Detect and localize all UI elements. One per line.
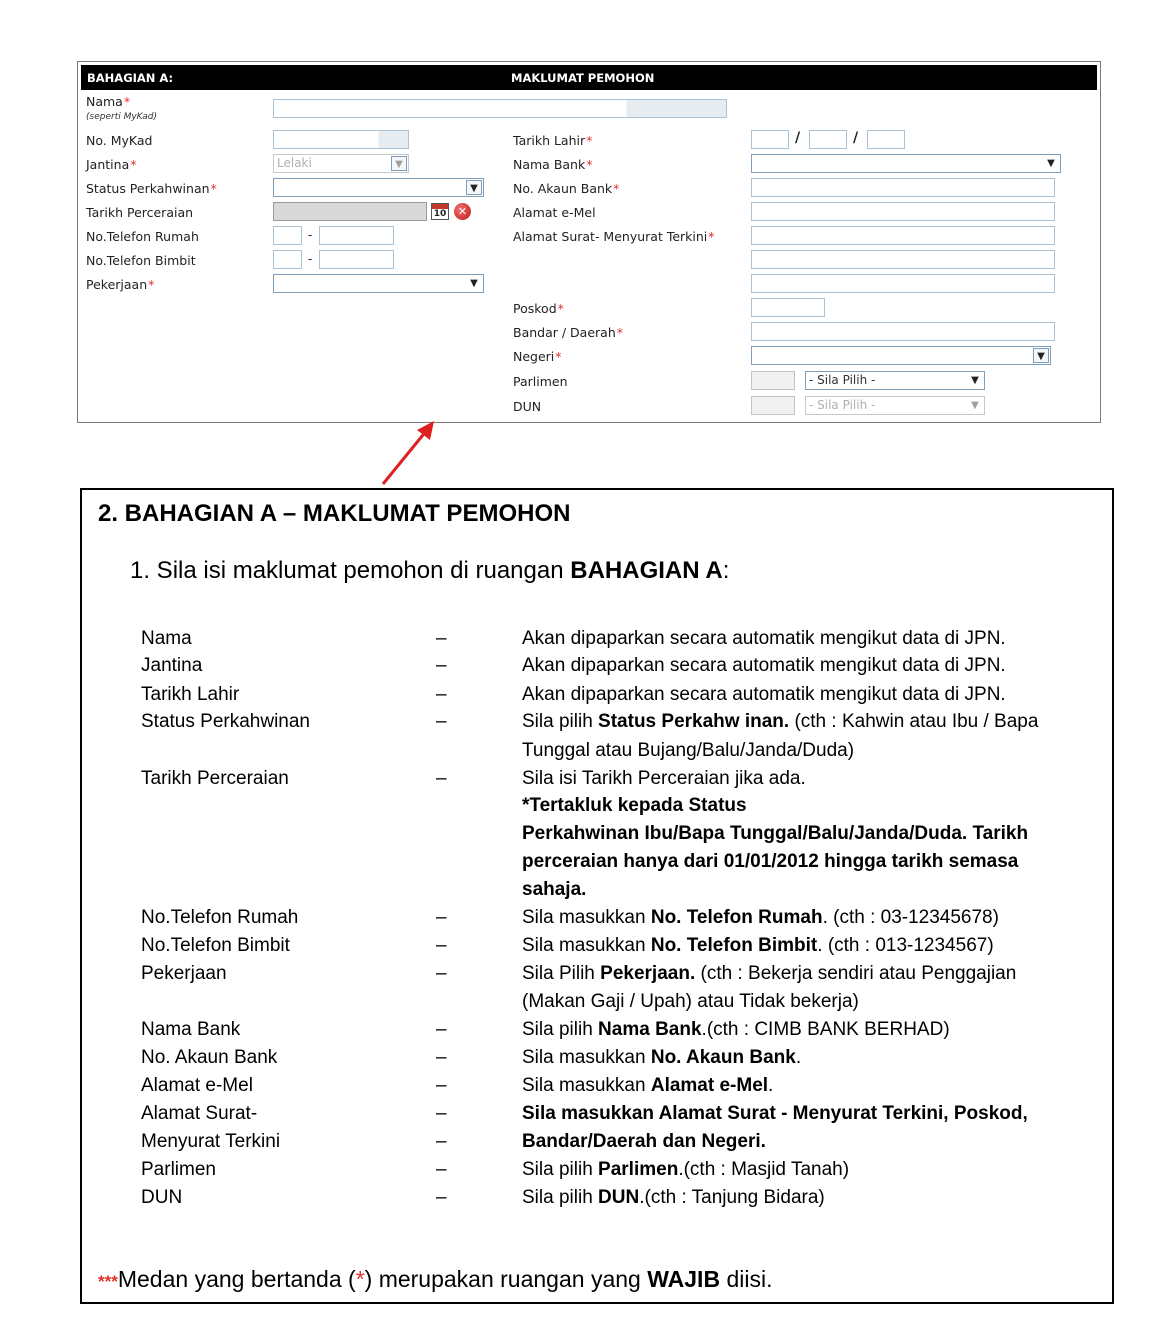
dun-select[interactable]: - Sila Pilih - ▼ bbox=[805, 396, 985, 415]
alamat-line1[interactable] bbox=[751, 226, 1055, 245]
row-desc-tarikh-cerai-note2: Perkahwinan Ibu/Bapa Tunggal/Balu/Janda/Duda. Tarikh bbox=[522, 823, 1029, 844]
label-nama-hint: (seperti MyKad) bbox=[86, 112, 157, 122]
akaun-bank-field[interactable] bbox=[751, 178, 1055, 197]
nama-bank-select[interactable] bbox=[751, 154, 1061, 173]
label-poskod: Poskod* bbox=[513, 301, 564, 316]
row-desc-alamat-line2: Bandar/Daerah dan Negeri. bbox=[522, 1131, 766, 1152]
label-tarikh-lahir: Tarikh Lahir* bbox=[513, 133, 593, 148]
row-dash: – bbox=[436, 1187, 447, 1208]
row-desc-tarikh-cerai-note4: sahaja. bbox=[522, 879, 587, 900]
label-nama-bank: Nama Bank* bbox=[513, 157, 593, 172]
tel-bimbit-sep: - bbox=[308, 252, 313, 266]
row-dash: – bbox=[436, 655, 447, 676]
row-label-tarikh-cerai: Tarikh Perceraian bbox=[141, 768, 289, 789]
row-desc-status-line2: Tunggal atau Bujang/Balu/Janda/Duda) bbox=[522, 740, 855, 761]
bandar-field[interactable] bbox=[751, 322, 1055, 341]
chevron-down-icon: ▼ bbox=[391, 156, 407, 171]
label-mykad: No. MyKad bbox=[86, 133, 153, 148]
row-label-nama-bank: Nama Bank bbox=[141, 1019, 241, 1040]
tel-rumah-prefix[interactable] bbox=[273, 226, 302, 245]
instructions-box bbox=[80, 488, 1114, 1304]
row-desc-alamat: Sila masukkan Alamat Surat - Menyurat Terkini, Poskod, bbox=[522, 1103, 1028, 1124]
negeri-select[interactable] bbox=[751, 346, 1051, 365]
label-bandar: Bandar / Daerah* bbox=[513, 325, 623, 340]
tel-bimbit-number[interactable] bbox=[319, 250, 394, 269]
row-desc-pekerjaan: Sila Pilih Pekerjaan. (cth : Bekerja sendiri atau Penggajian bbox=[522, 963, 1017, 984]
mykad-field[interactable] bbox=[273, 130, 409, 149]
chevron-down-icon: ▼ bbox=[1047, 158, 1055, 169]
row-label-emel: Alamat e-Mel bbox=[141, 1075, 253, 1096]
parlimen-code bbox=[751, 371, 795, 390]
clear-icon[interactable]: ✕ bbox=[454, 203, 471, 220]
tel-bimbit-prefix[interactable] bbox=[273, 250, 302, 269]
row-label-alamat-line2: Menyurat Terkini bbox=[141, 1131, 281, 1152]
label-tel-rumah: No.Telefon Rumah bbox=[86, 229, 199, 244]
status-select[interactable] bbox=[273, 178, 484, 197]
row-dash: – bbox=[436, 1131, 447, 1152]
alamat-line3[interactable] bbox=[751, 274, 1055, 293]
row-label-tel-rumah: No.Telefon Rumah bbox=[141, 907, 299, 928]
form-header bbox=[81, 65, 1097, 90]
row-dash: – bbox=[436, 1159, 447, 1180]
mandatory-note: ***Medan yang bertanda (*) merupakan ruangan yang WAJIB diisi. bbox=[98, 1266, 773, 1292]
tel-rumah-sep: - bbox=[308, 228, 313, 242]
alamat-line2[interactable] bbox=[751, 250, 1055, 269]
label-tarikh-cerai: Tarikh Perceraian bbox=[86, 205, 194, 220]
tarikh-lahir-day[interactable] bbox=[751, 130, 789, 149]
row-label-jantina: Jantina bbox=[141, 655, 203, 676]
row-dash: – bbox=[436, 935, 447, 956]
row-desc-tarikh-cerai: Sila isi Tarikh Perceraian jika ada. bbox=[522, 768, 806, 789]
row-dash: – bbox=[436, 684, 447, 705]
row-desc-nama-bank: Sila pilih Nama Bank.(cth : CIMB BANK BERHAD) bbox=[522, 1019, 950, 1040]
tarikh-cerai-field[interactable] bbox=[273, 202, 427, 221]
row-desc-jantina: Akan dipaparkan secara automatik mengikut data di JPN. bbox=[522, 655, 1006, 676]
jantina-select[interactable]: Lelaki ▼ bbox=[273, 154, 409, 173]
chevron-down-icon: ▼ bbox=[470, 278, 478, 289]
applicant-form bbox=[77, 61, 1101, 423]
label-jantina: Jantina* bbox=[86, 157, 137, 172]
row-dash: – bbox=[436, 963, 447, 984]
label-alamat: Alamat Surat- Menyurat Terkini* bbox=[513, 229, 715, 244]
date-sep: / bbox=[853, 130, 859, 146]
row-label-alamat: Alamat Surat- bbox=[141, 1103, 258, 1124]
row-desc-akaun-bank: Sila masukkan No. Akaun Bank. bbox=[522, 1047, 802, 1068]
row-dash: – bbox=[436, 1075, 447, 1096]
row-label-status: Status Perkahwinan bbox=[141, 711, 310, 732]
chevron-down-icon: ▼ bbox=[1033, 348, 1049, 363]
emel-field[interactable] bbox=[751, 202, 1055, 221]
row-desc-tarikh-cerai-note1: *Tertakluk kepada Status bbox=[522, 795, 747, 816]
row-desc-tel-rumah: Sila masukkan No. Telefon Rumah. (cth : 03-12345678) bbox=[522, 907, 999, 928]
row-desc-pekerjaan-line2: (Makan Gaji / Upah) atau Tidak bekerja) bbox=[522, 991, 859, 1012]
dun-code bbox=[751, 396, 795, 415]
label-nama: Nama* bbox=[86, 94, 131, 109]
row-desc-nama: Akan dipaparkan secara automatik mengikut data di JPN. bbox=[522, 628, 1006, 649]
calendar-icon[interactable]: 10 bbox=[431, 203, 449, 220]
row-label-akaun-bank: No. Akaun Bank bbox=[141, 1047, 278, 1068]
row-desc-tarikh-cerai-note3: perceraian hanya dari 01/01/2012 hingga tarikh semasa bbox=[522, 851, 1019, 872]
row-label-tarikh-lahir: Tarikh Lahir bbox=[141, 684, 240, 705]
row-label-pekerjaan: Pekerjaan bbox=[141, 963, 227, 984]
section-label: BAHAGIAN A: bbox=[87, 71, 174, 85]
label-emel: Alamat e-Mel bbox=[513, 205, 596, 220]
row-label-tel-bimbit: No.Telefon Bimbit bbox=[141, 935, 290, 956]
row-desc-status: Sila pilih Status Perkahw inan. (cth : Kahwin atau Ibu / Bapa bbox=[522, 711, 1039, 732]
row-dash: – bbox=[436, 1019, 447, 1040]
date-sep: / bbox=[795, 130, 801, 146]
row-desc-tel-bimbit: Sila masukkan No. Telefon Bimbit. (cth : 013-1234567) bbox=[522, 935, 994, 956]
instructions-intro: 1. Sila isi maklumat pemohon di ruangan BAHAGIAN A: bbox=[130, 557, 730, 584]
nama-field[interactable] bbox=[273, 99, 727, 118]
parlimen-select[interactable]: - Sila Pilih - ▼ bbox=[805, 371, 985, 390]
row-label-parlimen: Parlimen bbox=[141, 1159, 216, 1180]
row-dash: – bbox=[436, 768, 447, 789]
label-dun: DUN bbox=[513, 399, 542, 414]
poskod-field[interactable] bbox=[751, 298, 825, 317]
row-desc-dun: Sila pilih DUN.(cth : Tanjung Bidara) bbox=[522, 1187, 825, 1208]
section-title: MAKLUMAT PEMOHON bbox=[511, 71, 655, 85]
row-dash: – bbox=[436, 628, 447, 649]
row-desc-emel: Sila masukkan Alamat e-Mel. bbox=[522, 1075, 774, 1096]
label-pekerjaan: Pekerjaan* bbox=[86, 277, 155, 292]
tarikh-lahir-month[interactable] bbox=[809, 130, 847, 149]
pekerjaan-select[interactable] bbox=[273, 274, 484, 293]
row-dash: – bbox=[436, 1047, 447, 1068]
row-dash: – bbox=[436, 711, 447, 732]
row-desc-parlimen: Sila pilih Parlimen.(cth : Masjid Tanah) bbox=[522, 1159, 850, 1180]
row-dash: – bbox=[436, 1103, 447, 1124]
chevron-down-icon: ▼ bbox=[971, 400, 979, 411]
label-akaun-bank: No. Akaun Bank* bbox=[513, 181, 620, 196]
tel-rumah-number[interactable] bbox=[319, 226, 394, 245]
chevron-down-icon: ▼ bbox=[466, 180, 482, 195]
label-status: Status Perkahwinan* bbox=[86, 181, 217, 196]
row-label-dun: DUN bbox=[141, 1187, 183, 1208]
row-dash: – bbox=[436, 907, 447, 928]
label-negeri: Negeri* bbox=[513, 349, 562, 364]
label-tel-bimbit: No.Telefon Bimbit bbox=[86, 253, 196, 268]
pointer-arrow-icon bbox=[375, 418, 445, 490]
label-parlimen: Parlimen bbox=[513, 374, 568, 389]
tarikh-lahir-year[interactable] bbox=[867, 130, 905, 149]
row-label-nama: Nama bbox=[141, 628, 192, 649]
instructions-title: 2. BAHAGIAN A – MAKLUMAT PEMOHON bbox=[98, 500, 571, 527]
row-desc-tarikh-lahir: Akan dipaparkan secara automatik mengikut data di JPN. bbox=[522, 684, 1006, 705]
chevron-down-icon: ▼ bbox=[971, 375, 979, 386]
